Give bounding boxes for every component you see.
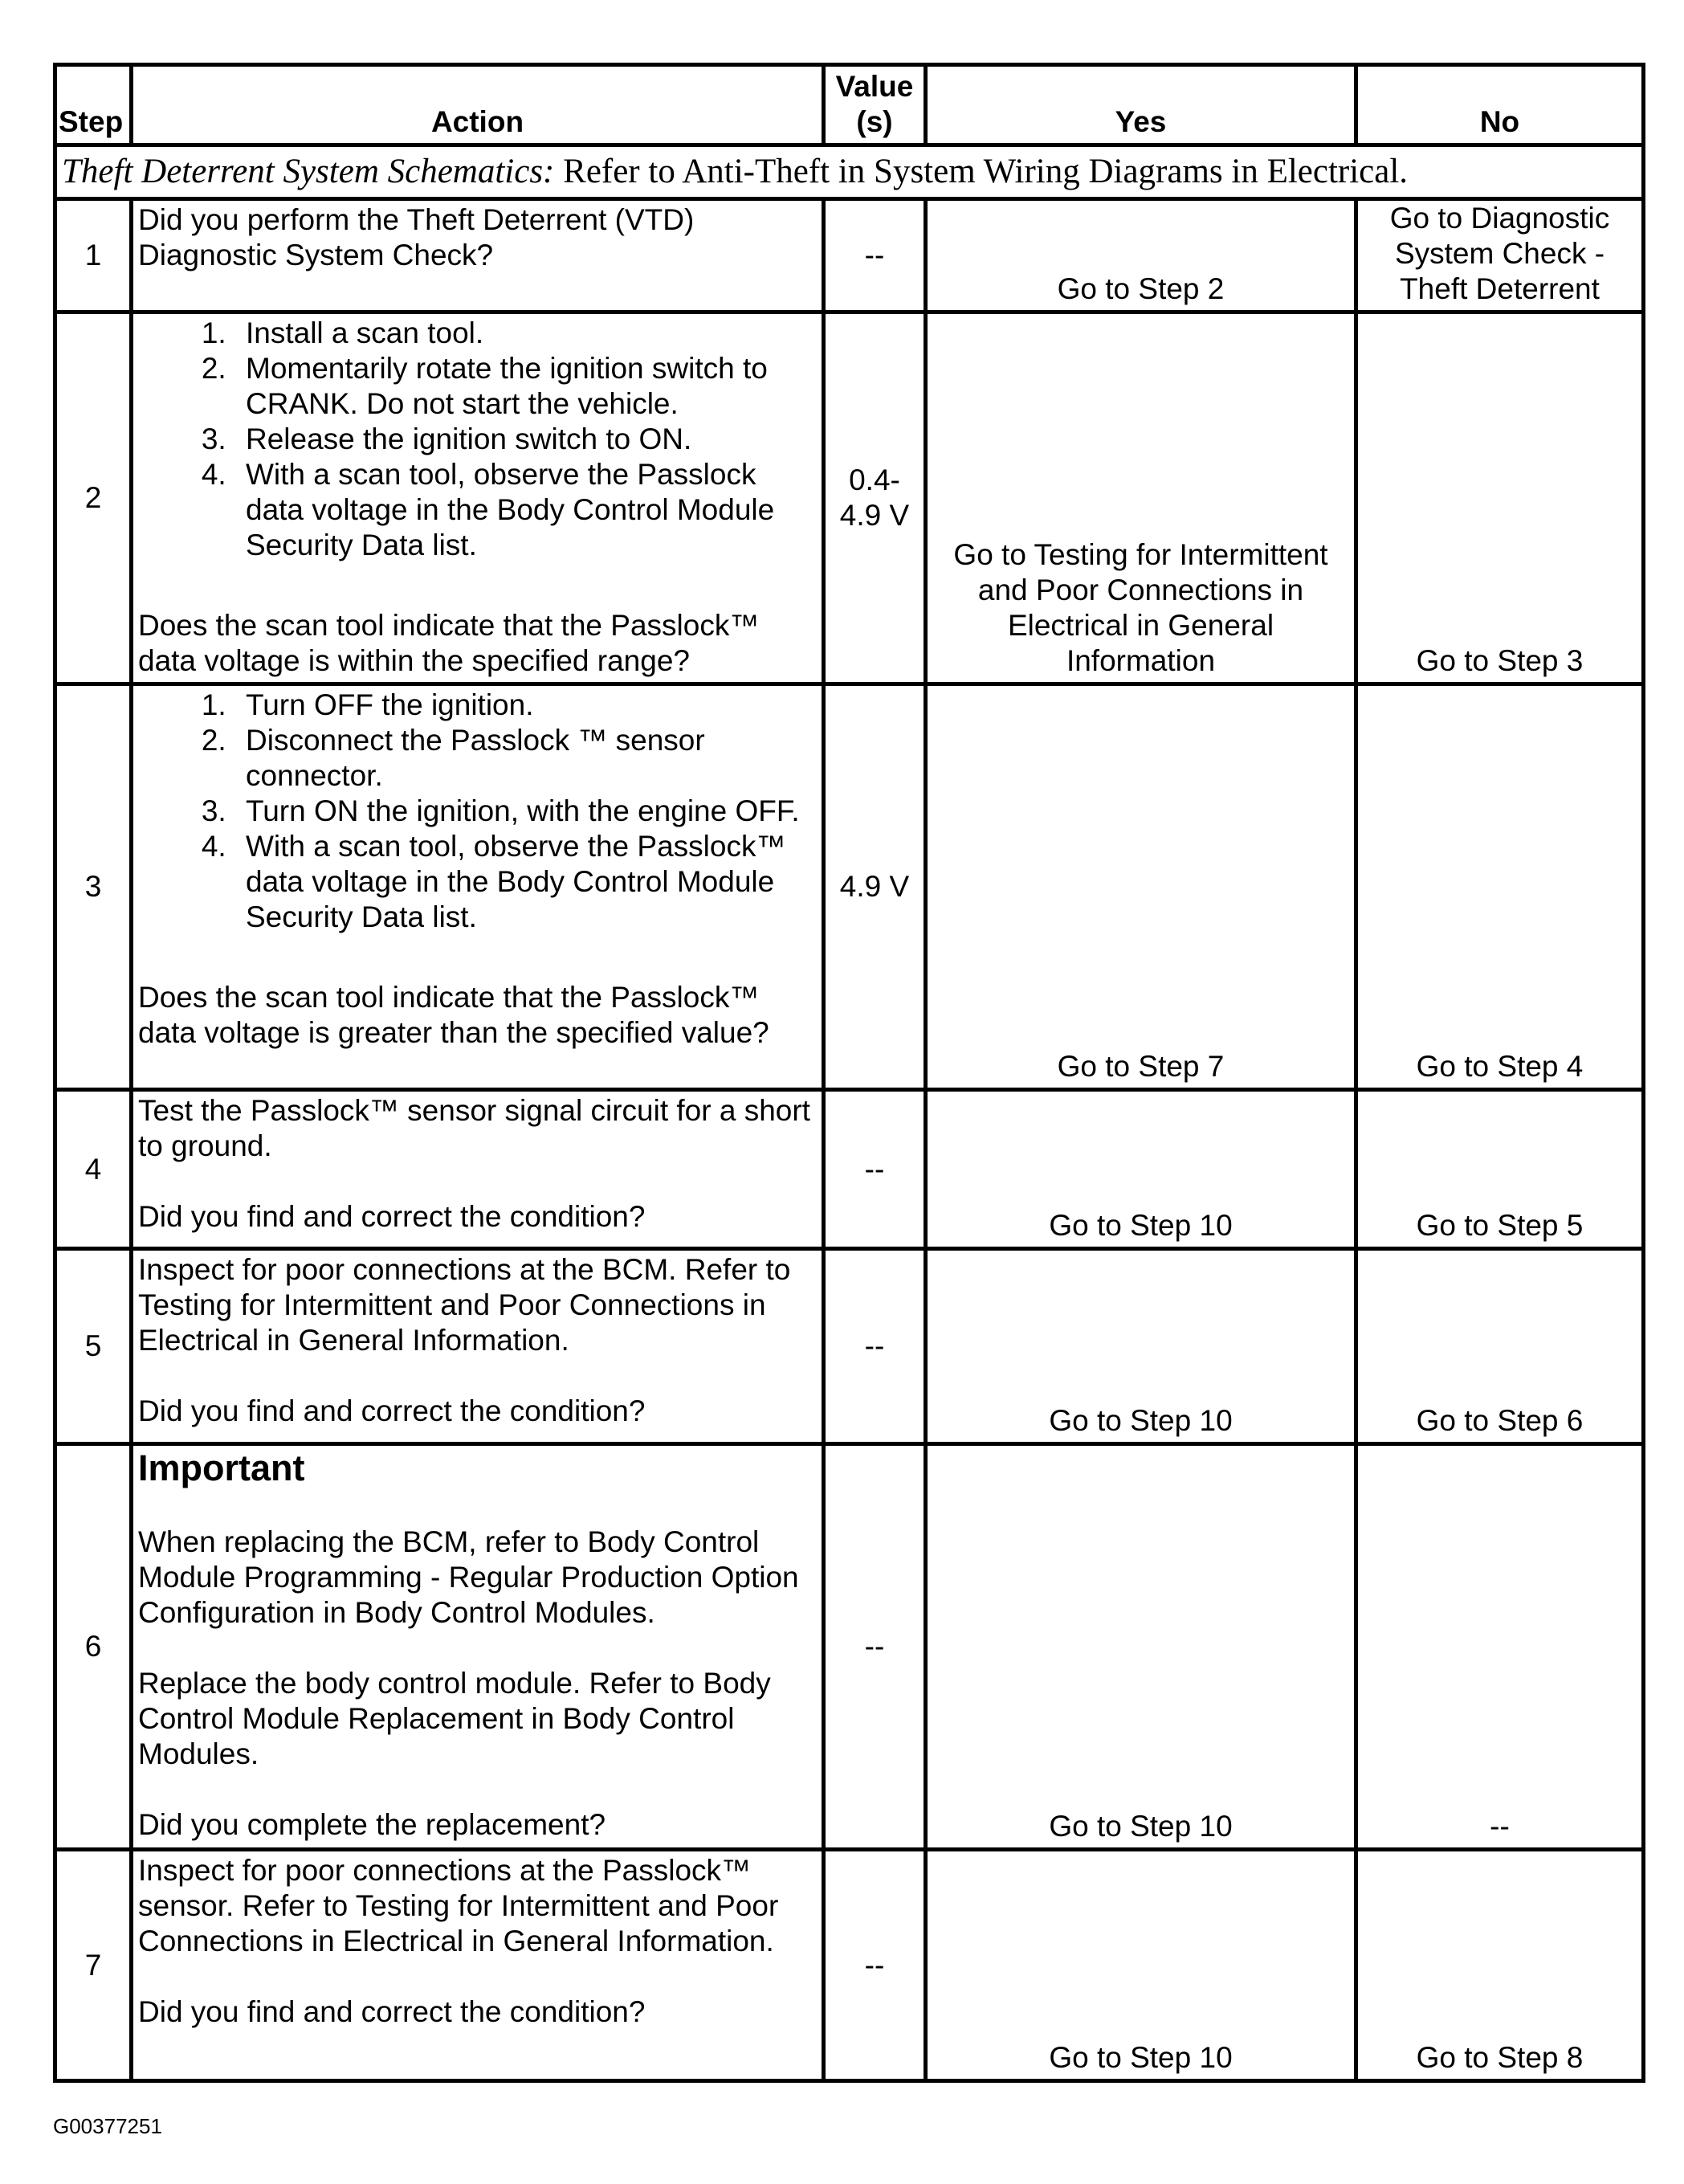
yes-cell: Go to Testing for Intermittent and Poor Connections in Electrical in General Information	[926, 312, 1356, 684]
important-heading: Important	[138, 1447, 305, 1488]
question-text: Does the scan tool indicate that the Passlock™ data voltage is within the specified range?	[138, 609, 760, 677]
value-cell: 0.4-4.9 V	[824, 312, 926, 684]
value-cell: 4.9 V	[824, 684, 926, 1090]
list-item: 2. Momentarily rotate the ignition switch to CRANK. Do not start the vehicle.	[234, 351, 817, 422]
list-item: 4. With a scan tool, observe the Passlock data voltage in the Body Control Module Security Data list.	[234, 457, 817, 563]
table-row	[55, 312, 1644, 684]
table-row	[55, 684, 1644, 1090]
important-note: When replacing the BCM, refer to Body Control Module Programming - Regular Production Option Configuration in Body Control Modules.	[138, 1525, 799, 1629]
list-item: 4. With a scan tool, observe the Passlock™ data voltage in the Body Control Module Security Data list.	[234, 829, 817, 935]
question-text: Did you complete the replacement?	[138, 1808, 606, 1841]
no-cell: Go to Diagnostic System Check - Theft Deterrent	[1356, 199, 1644, 312]
figure-id: G00377251	[53, 2114, 162, 2138]
diagnostic-table	[53, 63, 1645, 2083]
step-number: 5	[55, 1249, 132, 1444]
question-text: Does the scan tool indicate that the Passlock™ data voltage is greater than the specified value?	[138, 981, 769, 1049]
list-item: 1. Install a scan tool.	[234, 316, 817, 351]
header-no: No	[1356, 65, 1644, 145]
yes-cell: Go to Step 2	[926, 199, 1356, 312]
yes-cell: Go to Step 10	[926, 1444, 1356, 1850]
no-cell: --	[1356, 1444, 1644, 1850]
no-cell: Go to Step 5	[1356, 1090, 1644, 1249]
header-yes: Yes	[926, 65, 1356, 145]
question-text: Did you find and correct the condition?	[138, 1995, 646, 2028]
schematics-label: Theft Deterrent System Schematics:	[62, 153, 555, 190]
value-cell: --	[824, 199, 926, 312]
header-row	[55, 65, 1644, 145]
schematics-text: Refer to Anti-Theft in System Wiring Diagrams in Electrical.	[554, 153, 1409, 190]
procedure-list	[138, 316, 817, 563]
list-item: 3. Release the ignition switch to ON.	[234, 422, 817, 457]
question-text: Did you find and correct the condition?	[138, 1200, 646, 1233]
action-text: Inspect for poor connections at the Passlock™ sensor. Refer to Testing for Intermittent and Poor Connections in Electrical in General Information.	[138, 1854, 779, 1957]
action-cell	[132, 1090, 824, 1249]
header-value	[824, 65, 926, 145]
step-number: 2	[55, 312, 132, 684]
action-cell	[132, 1850, 824, 2081]
action-cell	[132, 1249, 824, 1444]
value-cell: --	[824, 1850, 926, 2081]
action-text: Replace the body control module. Refer to Body Control Module Replacement in Body Control Modules.	[138, 1667, 771, 1770]
step-number: 1	[55, 199, 132, 312]
action-cell	[132, 1444, 824, 1850]
header-value-line2: (s)	[856, 105, 893, 138]
question-text: Did you find and correct the condition?	[138, 1394, 646, 1427]
table-row	[55, 199, 1644, 312]
schematics-cell	[55, 145, 1644, 199]
value-cell: --	[824, 1444, 926, 1850]
yes-cell: Go to Step 10	[926, 1850, 1356, 2081]
value-cell: --	[824, 1090, 926, 1249]
no-cell: Go to Step 3	[1356, 312, 1644, 684]
action-cell	[132, 312, 824, 684]
step-number: 3	[55, 684, 132, 1090]
no-cell: Go to Step 8	[1356, 1850, 1644, 2081]
step-number: 7	[55, 1850, 132, 2081]
table-row	[55, 1090, 1644, 1249]
step-number: 6	[55, 1444, 132, 1850]
value-cell: --	[824, 1249, 926, 1444]
action-cell: Did you perform the Theft Deterrent (VTD) Diagnostic System Check?	[132, 199, 824, 312]
list-item: 2. Disconnect the Passlock ™ sensor connector.	[234, 723, 817, 794]
action-text: Inspect for poor connections at the BCM. Refer to Testing for Intermittent and Poor Connections in Electrical in General Information.	[138, 1253, 791, 1357]
yes-cell: Go to Step 10	[926, 1090, 1356, 1249]
yes-cell: Go to Step 10	[926, 1249, 1356, 1444]
header-step: Step	[55, 65, 132, 145]
list-item: 3. Turn ON the ignition, with the engine OFF.	[234, 794, 817, 829]
action-text: Test the Passlock™ sensor signal circuit for a short to ground.	[138, 1094, 810, 1162]
step-number: 4	[55, 1090, 132, 1249]
no-cell: Go to Step 6	[1356, 1249, 1644, 1444]
list-item: 1. Turn OFF the ignition.	[234, 688, 817, 723]
header-value-line1: Value	[835, 70, 914, 103]
yes-cell: Go to Step 7	[926, 684, 1356, 1090]
procedure-list	[138, 688, 817, 935]
header-action: Action	[132, 65, 824, 145]
no-cell: Go to Step 4	[1356, 684, 1644, 1090]
table-row	[55, 1850, 1644, 2081]
table-row	[55, 1249, 1644, 1444]
action-cell	[132, 684, 824, 1090]
table-row	[55, 1444, 1644, 1850]
schematics-row	[55, 145, 1644, 199]
